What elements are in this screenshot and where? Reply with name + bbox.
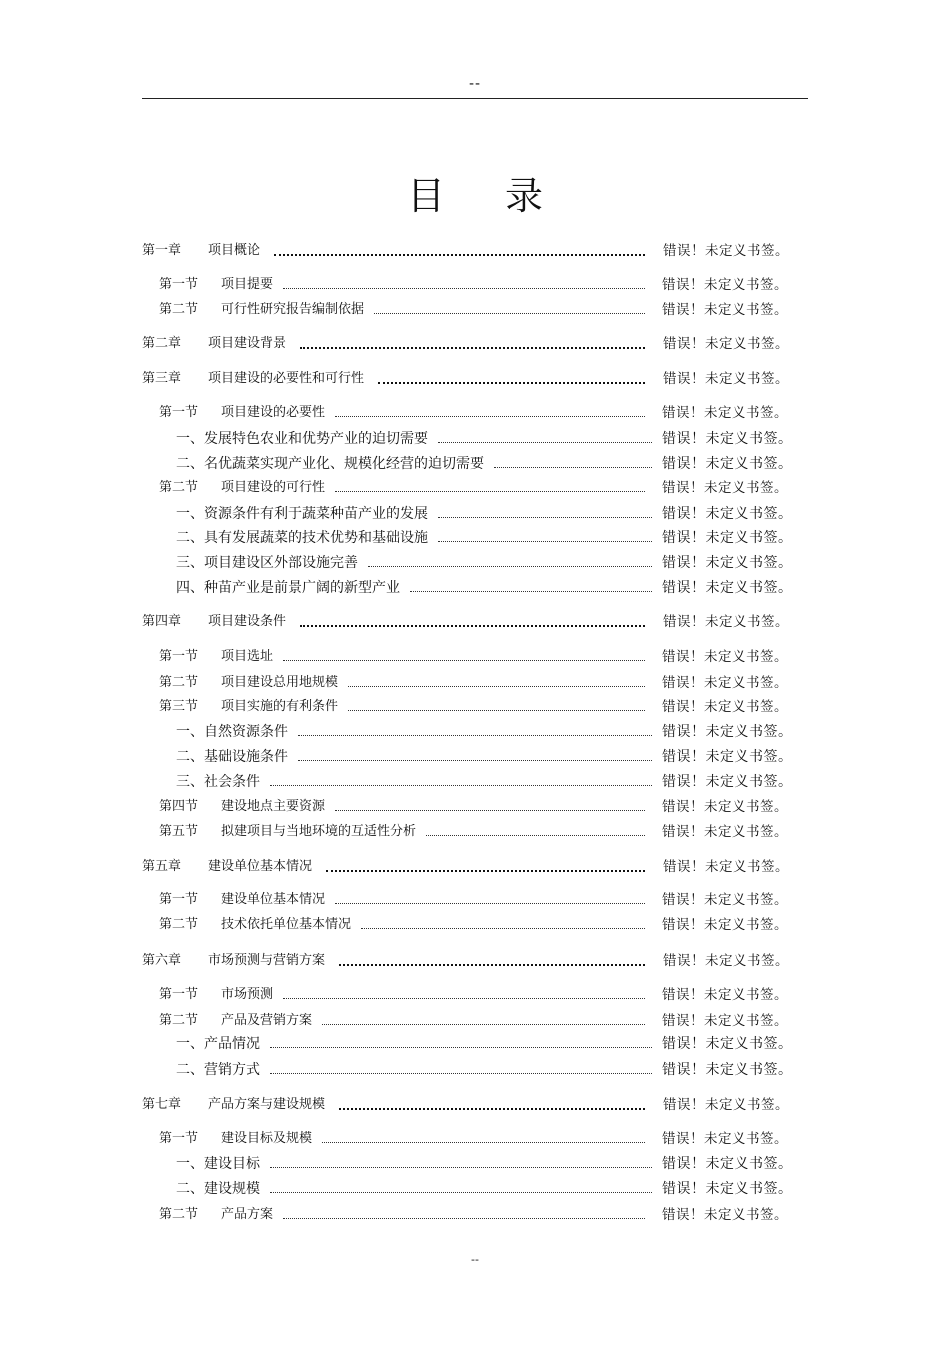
toc-entry-label: 四、种苗产业是前景广阔的新型产业 [176, 580, 400, 596]
toc-dot-leader [270, 785, 652, 786]
toc-entry-page-ref: 错误！未定义书签。 [662, 405, 788, 421]
toc-entry-page-ref: 错误！未定义书签。 [663, 953, 789, 969]
toc-entry-number: 第二节 [159, 302, 199, 317]
toc-entry-label: 建设单位基本情况 [221, 892, 326, 907]
toc-entry-page-ref: 错误！未定义书签。 [663, 243, 789, 259]
toc-entry-number: 第一节 [159, 277, 199, 292]
toc-entry-label: 项目建设的必要性 [221, 405, 326, 420]
toc-entry-page-ref: 错误！未定义书签。 [663, 371, 789, 387]
toc-dot-leader [270, 1192, 652, 1193]
toc-dot-leader [339, 1108, 645, 1110]
toc-dot-leader [335, 416, 645, 417]
toc-entry-label: 项目建设的可行性 [221, 480, 326, 495]
toc-entry-label: 一、产品情况 [176, 1036, 260, 1052]
toc-dot-leader [300, 347, 645, 349]
toc-entry-number: 第二章 [142, 336, 182, 351]
toc-dot-leader [322, 1024, 645, 1025]
toc-entry-label: 一、发展特色农业和优势产业的迫切需要 [176, 431, 428, 447]
toc-entry-number: 第一章 [142, 243, 182, 258]
toc-entry-number: 第六章 [142, 953, 182, 968]
toc-entry-number: 第二节 [159, 480, 199, 495]
toc-entry-page-ref: 错误！未定义书签。 [662, 530, 793, 546]
toc-dot-leader [274, 254, 645, 256]
toc-entry-page-ref: 错误！未定义书签。 [662, 699, 788, 715]
toc-dot-leader [270, 1073, 652, 1074]
toc-entry-page-ref: 错误！未定义书签。 [662, 480, 788, 496]
toc-dot-leader [270, 1167, 652, 1168]
toc-entry-number: 第二节 [159, 1013, 199, 1028]
toc-dot-leader [348, 686, 645, 687]
toc-entry-label: 产品方案 [221, 1207, 274, 1222]
toc-dot-leader [378, 382, 645, 384]
toc-entry-label: 一、建设目标 [176, 1156, 260, 1172]
toc-entry-label: 市场预测与营销方案 [208, 953, 326, 968]
toc-entry-page-ref: 错误！未定义书签。 [662, 987, 788, 1003]
toc-dot-leader [361, 928, 645, 929]
page-footer-mark: -- [471, 1253, 479, 1266]
toc-entry-page-ref: 错误！未定义书签。 [662, 555, 793, 571]
toc-entry-number: 第二节 [159, 1207, 199, 1222]
toc-entry-label: 项目概论 [208, 243, 261, 258]
toc-dot-leader [335, 810, 645, 811]
toc-dot-leader [322, 1142, 645, 1143]
toc-entry-label: 项目建设背景 [208, 336, 287, 351]
toc-dot-leader [298, 735, 652, 736]
toc-title: 目 录 [406, 174, 568, 218]
toc-entry-page-ref: 错误！未定义书签。 [662, 675, 788, 691]
toc-entry-number: 第二节 [159, 917, 199, 932]
toc-entry-label: 技术依托单位基本情况 [221, 917, 352, 932]
toc-entry-page-ref: 错误！未定义书签。 [662, 649, 788, 665]
toc-entry-label: 产品及营销方案 [221, 1013, 313, 1028]
toc-entry-label: 三、项目建设区外部设施完善 [176, 555, 358, 571]
toc-dot-leader [438, 442, 652, 443]
toc-dot-leader [438, 541, 652, 542]
toc-entry-page-ref: 错误！未定义书签。 [662, 892, 788, 908]
toc-dot-leader [426, 835, 645, 836]
toc-dot-leader [348, 710, 645, 711]
toc-entry-label: 一、资源条件有利于蔬菜种苗产业的发展 [176, 506, 428, 522]
toc-entry-number: 第三节 [159, 699, 199, 714]
toc-entry-page-ref: 错误！未定义书签。 [662, 917, 788, 933]
toc-entry-page-ref: 错误！未定义书签。 [662, 1013, 788, 1029]
toc-dot-leader [335, 491, 645, 492]
toc-entry-label: 市场预测 [221, 987, 274, 1002]
toc-entry-label: 一、自然资源条件 [176, 724, 288, 740]
toc-entry-page-ref: 错误！未定义书签。 [663, 614, 789, 630]
toc-entry-number: 第一节 [159, 987, 199, 1002]
toc-entry-page-ref: 错误！未定义书签。 [662, 580, 793, 596]
toc-entry-number: 第一节 [159, 405, 199, 420]
toc-entry-label: 二、基础设施条件 [176, 749, 288, 765]
toc-entry-label: 二、建设规模 [176, 1181, 260, 1197]
toc-entry-page-ref: 错误！未定义书签。 [663, 1097, 789, 1113]
page-header-mark: -- [468, 76, 482, 92]
toc-dot-leader [283, 288, 645, 289]
toc-dot-leader [339, 964, 645, 966]
toc-entry-number: 第一节 [159, 649, 199, 664]
toc-entry-label: 项目选址 [221, 649, 274, 664]
toc-entry-page-ref: 错误！未定义书签。 [662, 456, 793, 472]
toc-entry-label: 三、社会条件 [176, 774, 260, 790]
toc-entry-label: 二、具有发展蔬菜的技术优势和基础设施 [176, 530, 428, 546]
toc-entry-page-ref: 错误！未定义书签。 [662, 506, 793, 522]
toc-entry-page-ref: 错误！未定义书签。 [662, 824, 788, 840]
toc-entry-number: 第四章 [142, 614, 182, 629]
toc-entry-page-ref: 错误！未定义书签。 [662, 1036, 793, 1052]
toc-entry-page-ref: 错误！未定义书签。 [662, 724, 793, 740]
toc-entry-number: 第一节 [159, 892, 199, 907]
toc-entry-number: 第七章 [142, 1097, 182, 1112]
toc-entry-page-ref: 错误！未定义书签。 [662, 1207, 788, 1223]
toc-entry-number: 第五章 [142, 859, 182, 874]
toc-entry-label: 产品方案与建设规模 [208, 1097, 326, 1112]
toc-entry-page-ref: 错误！未定义书签。 [662, 749, 793, 765]
toc-entry-label: 项目实施的有利条件 [221, 699, 339, 714]
toc-entry-page-ref: 错误！未定义书签。 [663, 336, 789, 352]
header-rule [142, 98, 808, 99]
toc-entry-page-ref: 错误！未定义书签。 [662, 431, 793, 447]
toc-entry-label: 二、营销方式 [176, 1062, 260, 1078]
toc-dot-leader [283, 1218, 645, 1219]
toc-entry-page-ref: 错误！未定义书签。 [662, 1181, 793, 1197]
toc-entry-label: 项目建设的必要性和可行性 [208, 371, 365, 386]
toc-entry-label: 建设单位基本情况 [208, 859, 313, 874]
toc-entry-page-ref: 错误！未定义书签。 [662, 1156, 793, 1172]
toc-entry-label: 建设地点主要资源 [221, 799, 326, 814]
toc-entry-number: 第三章 [142, 371, 182, 386]
toc-entry-number: 第四节 [159, 799, 199, 814]
toc-entry-label: 拟建项目与当地环境的互适性分析 [221, 824, 417, 839]
toc-dot-leader [270, 1047, 652, 1048]
toc-entry-page-ref: 错误！未定义书签。 [662, 277, 788, 293]
toc-entry-page-ref: 错误！未定义书签。 [662, 302, 788, 318]
toc-entry-number: 第五节 [159, 824, 199, 839]
toc-entry-label: 项目建设条件 [208, 614, 287, 629]
toc-entry-label: 可行性研究报告编制依据 [221, 302, 365, 317]
toc-entry-page-ref: 错误！未定义书签。 [663, 859, 789, 875]
toc-entry-page-ref: 错误！未定义书签。 [662, 1131, 788, 1147]
toc-dot-leader [494, 467, 652, 468]
toc-entry-number: 第一节 [159, 1131, 199, 1146]
toc-entry-page-ref: 错误！未定义书签。 [662, 799, 788, 815]
toc-entry-label: 建设目标及规模 [221, 1131, 313, 1146]
toc-dot-leader [283, 998, 645, 999]
toc-entry-label: 二、名优蔬菜实现产业化、规模化经营的迫切需要 [176, 456, 484, 472]
toc-entry-number: 第二节 [159, 675, 199, 690]
toc-dot-leader [326, 870, 645, 872]
toc-dot-leader [283, 660, 645, 661]
toc-dot-leader [368, 566, 652, 567]
toc-entry-page-ref: 错误！未定义书签。 [662, 1062, 793, 1078]
toc-entry-label: 项目提要 [221, 277, 274, 292]
toc-dot-leader [374, 313, 645, 314]
toc-dot-leader [438, 517, 652, 518]
toc-dot-leader [410, 591, 652, 592]
toc-dot-leader [335, 903, 645, 904]
toc-entry-page-ref: 错误！未定义书签。 [662, 774, 793, 790]
toc-entry-label: 项目建设总用地规模 [221, 675, 339, 690]
toc-dot-leader [300, 625, 645, 627]
toc-dot-leader [298, 760, 652, 761]
